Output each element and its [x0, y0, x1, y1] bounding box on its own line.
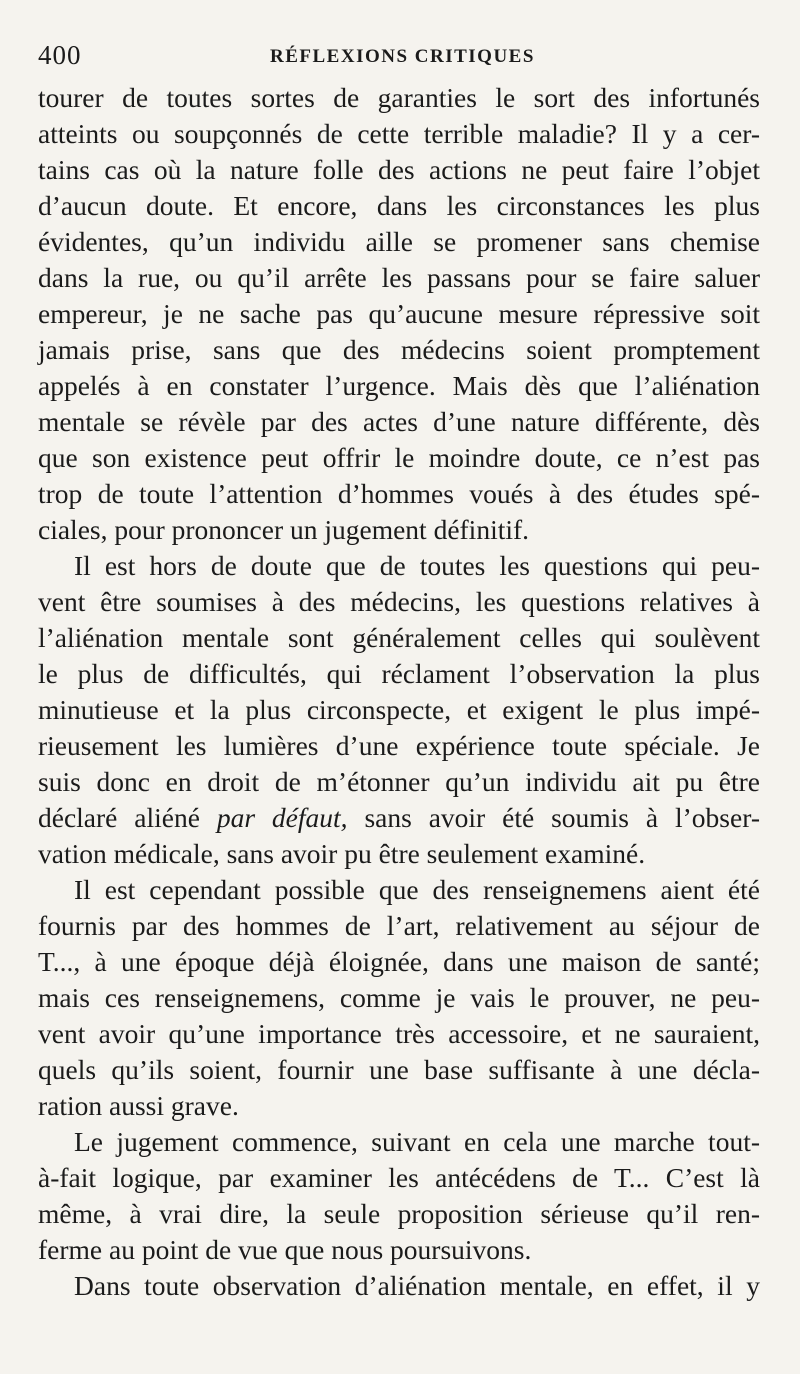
paragraph-first-line: Dans toute observation d’aliénation mentale, en effet, il y — [74, 1270, 760, 1301]
text-line: le plus de difficultés, qui réclament l’observation la plus — [38, 658, 760, 689]
text-line: appelés à en constater l’urgence. Mais dès que l’aliénation — [38, 370, 760, 401]
text-run: déclaré aliéné — [38, 802, 217, 833]
text-line: mentale se révèle par des actes d’une nature différente, dès — [38, 406, 760, 437]
paragraph-first-line: Il est cependant possible que des renseignemens aient été — [74, 874, 760, 905]
text-line: ferme au point de vue que nous poursuivons. — [38, 1234, 532, 1265]
page-header — [38, 40, 760, 80]
text-line: tourer de toutes sortes de garanties le sort des infortunés — [38, 82, 760, 113]
text-line: vent avoir qu’une importance très accessoire, et ne sauraient, — [38, 1018, 760, 1049]
text-line: quels qu’ils soient, fournir une base suffisante à une décla- — [38, 1054, 760, 1085]
text-line: tains cas où la nature folle des actions ne peut faire l’objet — [38, 154, 760, 185]
text-line: trop de toute l’attention d’hommes voués à des études spé- — [38, 478, 760, 509]
text-line: d’aucun doute. Et encore, dans les circonstances les plus — [38, 190, 760, 221]
text-line: minutieuse et la plus circonspecte, et exigent le plus impé- — [38, 694, 760, 725]
text-line: vent être soumises à des médecins, les questions relatives à — [38, 586, 760, 617]
text-line: dans la rue, ou qu’il arrête les passans pour se faire saluer — [38, 262, 760, 293]
paragraph-first-line: Le jugement commence, suivant en cela une marche tout- — [74, 1126, 760, 1157]
text-line: jamais prise, sans que des médecins soient promptement — [38, 334, 760, 365]
text-line: évidentes, qu’un individu aille se promener sans chemise — [38, 226, 760, 257]
text-line: empereur, je ne sache pas qu’aucune mesure répressive soit — [38, 298, 760, 329]
text-line: mais ces renseignemens, comme je vais le prouver, ne peu- — [38, 982, 760, 1013]
running-head: RÉFLEXIONS CRITIQUES — [270, 46, 535, 67]
emphasis-text: par défaut, — [216, 802, 348, 833]
text-line: T..., à une époque déjà éloignée, dans une maison de santé; — [38, 946, 760, 977]
text-line: atteints ou soupçonnés de cette terrible maladie? Il y a cer- — [38, 118, 760, 149]
paragraph-first-line: Il est hors de doute que de toutes les questions qui peu- — [74, 550, 760, 581]
text-line: même, à vrai dire, la seule proposition sérieuse qu’il ren- — [38, 1198, 760, 1229]
text-line: fournis par des hommes de l’art, relativement au séjour de — [38, 910, 760, 941]
text-line: que son existence peut offrir le moindre doute, ce n’est pas — [38, 442, 760, 473]
text-line: rieusement les lumières d’une expérience toute spéciale. Je — [38, 730, 760, 761]
text-line: l’aliénation mentale sont généralement celles qui soulèvent — [38, 622, 760, 653]
text-line: ration aussi grave. — [38, 1090, 239, 1121]
text-line — [38, 800, 760, 836]
page-number: 400 — [38, 40, 82, 70]
text-line: vation médicale, sans avoir pu être seulement examiné. — [38, 838, 646, 869]
text-line: à-fait logique, par examiner les antécédens de T... C’est là — [38, 1162, 760, 1193]
text-line: ciales, pour prononcer un jugement définitif. — [38, 514, 530, 545]
text-line: suis donc en droit de m’étonner qu’un individu ait pu être — [38, 766, 760, 797]
text-run: sans avoir été soumis à l’obser- — [347, 802, 760, 833]
